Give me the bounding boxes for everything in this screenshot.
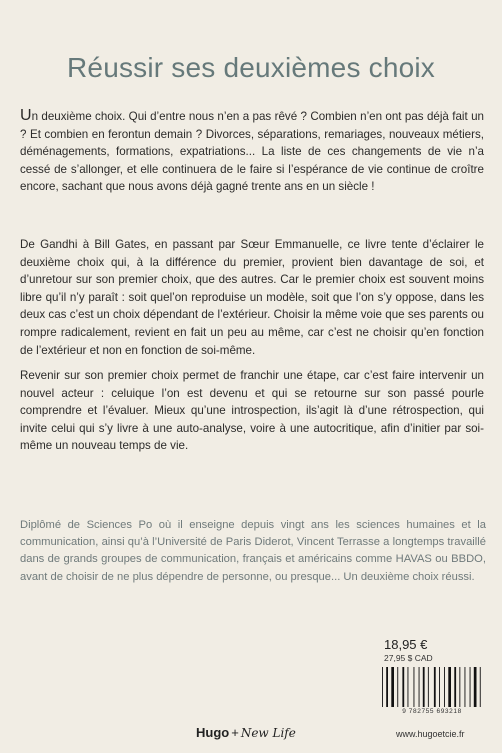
summary-paragraph-2: De Gandhi à Bill Gates, en passant par Sœur Emmanuelle, ce livre tente d’éclairer le deuxième choix qui, à la différence du premier, provient bien davantage de soi, et d’unretour sur son premier choix, que des autres. Car le premier choix est souvent moins libre qu’il n’y paraît : soit quel’on reproduise un modèle, soit que l’on s’y oppose, dans les deux cas c’est un choix dépendant de l’extérieur. Choisir la même voie que ses parents ou rompre radicalement, revient en fait un peu au même, car c’est ne choisir qu’en fonction de l’extérieur et non en fonction de soi-même. [20, 238, 484, 357]
publisher-name: Hugo [196, 725, 230, 740]
publisher-website: www.hugoetcie.fr [396, 729, 465, 739]
page-title: Réussir ses deuxièmes choix [67, 52, 435, 83]
paragraph-1-text: n deuxième choix. Qui d’entre nous n’en a pas rêvé ? Combien n’en ont pas déjà fait un ? Et combien en ferontun demain ? Divorces, séparations, remariages, nouveaux métiers, déménagements, formations, expatriations... La liste de ces changements de vie n’a cessé de s’allonger, et elle continuera de le faire si l’espérance de vie continue de croître encore, sachant que nous avons déjà gagné trente ans en un siècle ! [20, 110, 484, 194]
drop-cap: U [20, 107, 32, 124]
author-bio: Diplômé de Sciences Po où il enseigne depuis vingt ans les sciences humaines et la communication, ainsi qu’à l’Université de Paris Diderot, Vincent Terrasse a longtemps travaillé dans de grands groupes de communication, français et américains comme HAVAS ou BBDO, avant de choisir de ne plus dépendre de personne, ou presque... Un deuxième choix réussi. [20, 519, 486, 583]
summary-paragraph-1 [20, 107, 484, 196]
price-cad: 27,95 $ CAD [384, 653, 433, 663]
price-eur: 18,95 € [384, 637, 428, 652]
barcode [380, 667, 484, 707]
publisher-logo [196, 725, 296, 740]
isbn-number: 9 782755 693218 [402, 708, 462, 715]
summary-paragraph-3: Revenir sur son premier choix permet de franchir une étape, car c’est faire intervenir un nouvel acteur : celuique l’on est devenu et qui se retourne sur son passé pourle comprendre et l’évaluer. Mieux qu’une introspection, ils’agit là d’une rétrospection, qui invite celui qui s’y livre à une auto-analyse, voire à une autocritique, afin d’initier par soi-même un nouveau temps de vie. [20, 369, 484, 453]
publisher-separator: + [231, 725, 239, 740]
publisher-imprint: New Life [240, 726, 296, 740]
